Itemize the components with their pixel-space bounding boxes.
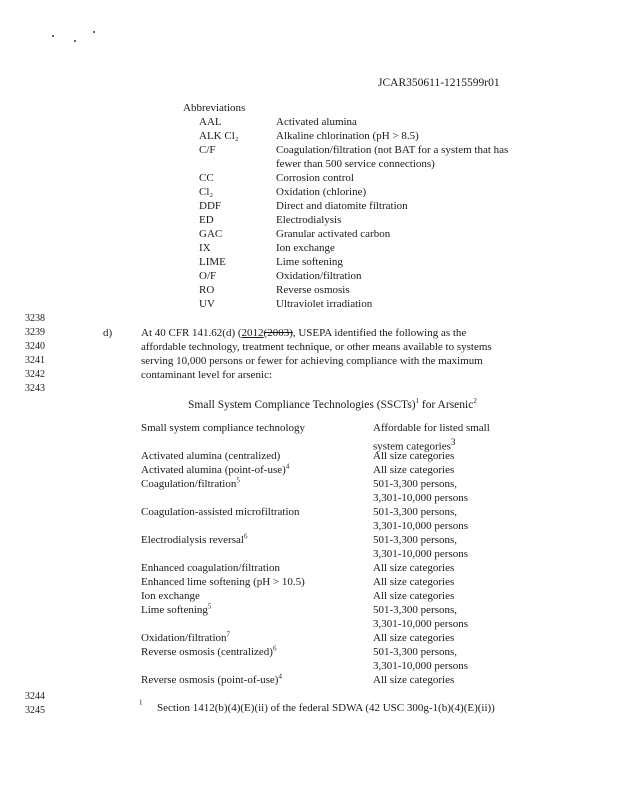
table-row: [0, 463, 619, 477]
line-number: 3239: [25, 327, 45, 338]
table-row: [0, 533, 619, 547]
paragraph-line-4: contaminant level for arsenic:: [141, 369, 273, 381]
paragraph-line-1-end: , USEPA identified the following as the: [292, 327, 467, 339]
abbreviation-row: [0, 213, 619, 227]
technology-cell: [141, 575, 305, 589]
technology-cell: [141, 631, 230, 645]
abbreviation-code: DDF: [199, 200, 222, 212]
technology-name: Activated alumina (point-of-use): [141, 464, 286, 476]
technology-cell: [141, 477, 240, 491]
table-title-end: for Arsenic: [419, 399, 474, 411]
table-row: [0, 589, 619, 603]
affordable-cell: 501-3,300 persons,: [373, 478, 458, 490]
table-row: [0, 561, 619, 575]
table-title-text: Small System Compliance Technologies (SSCTs): [188, 399, 416, 411]
abbreviation-code: ED: [199, 214, 214, 226]
technology-name: Reverse osmosis (centralized): [141, 646, 273, 658]
table-row: [0, 645, 619, 659]
column-header-affordable-text: system categories: [373, 440, 451, 453]
table-title-footnote-ref-2: 2: [473, 397, 477, 406]
abbreviation-row: [0, 171, 619, 185]
table-title-footnote-ref: 1: [415, 397, 420, 406]
abbreviation-row: [0, 255, 619, 269]
table-row: [0, 659, 619, 673]
affordable-cell: 501-3,300 persons,: [373, 604, 458, 616]
technology-name: Coagulation/filtration: [141, 478, 237, 490]
technology-footnote-ref: 6: [243, 532, 248, 541]
line-number: 3243: [25, 383, 45, 394]
line-number: 3242: [25, 369, 45, 380]
table-row: [0, 519, 619, 533]
technology-name: Lime softening: [141, 604, 208, 616]
abbreviation-definition: Direct and diatomite filtration: [276, 200, 408, 212]
table-title: [188, 398, 477, 412]
abbreviation-row: [0, 241, 619, 255]
affordable-cell: 501-3,300 persons,: [373, 506, 458, 518]
abbreviation-row: [0, 297, 619, 311]
abbreviation-definition: Coagulation/filtration (not BAT for a system that has: [276, 144, 509, 156]
affordable-cell: All size categories: [373, 674, 455, 686]
line-number: 3244: [25, 691, 45, 702]
affordable-cell: 3,301-10,000 persons: [373, 618, 469, 630]
table-row: [0, 449, 619, 463]
line-number: 3240: [25, 341, 45, 352]
scan-speck: [74, 40, 76, 42]
technology-name: Electrodialysis reversal: [141, 534, 244, 546]
abbreviation-code: IX: [199, 242, 211, 254]
abbreviation-definition: Oxidation (chlorine): [276, 186, 367, 198]
table-row: [0, 547, 619, 561]
technology-cell: [141, 673, 282, 687]
footnote-marker: [139, 699, 143, 713]
abbreviation-code: C/F: [199, 144, 216, 156]
abbreviation-row: [0, 227, 619, 241]
abbreviation-definition: Electrodialysis: [276, 214, 342, 226]
paragraph-line-2: affordable technology, treatment technique, or other means available to systems: [141, 341, 492, 353]
line-number: 3241: [25, 355, 45, 366]
technology-cell: [141, 645, 276, 659]
abbreviation-row: [0, 269, 619, 283]
table-row: [0, 617, 619, 631]
abbreviation-row: [0, 143, 619, 157]
line-number: 3238: [25, 313, 45, 324]
technology-cell: [141, 505, 300, 519]
abbreviation-code: GAC: [199, 228, 223, 240]
affordable-cell: All size categories: [373, 576, 455, 588]
paragraph-label: d): [103, 327, 113, 339]
technology-footnote-ref: 5: [236, 476, 240, 485]
struck-year: (2003): [263, 327, 293, 339]
column-header-footnote-ref: 3: [450, 437, 456, 447]
abbreviation-code: CC: [199, 172, 214, 184]
abbreviation-definition: Granular activated carbon: [276, 228, 391, 240]
technology-name: Ion exchange: [141, 590, 200, 602]
scan-speck: [93, 31, 95, 33]
table-row: [0, 575, 619, 589]
amended-year: 2012: [241, 327, 264, 339]
abbreviation-definition: Ion exchange: [276, 242, 335, 254]
abbreviation-code: UV: [199, 298, 215, 310]
abbreviation-code: RO: [199, 284, 215, 296]
table-row: [0, 491, 619, 505]
abbreviation-code: AAL: [199, 116, 222, 128]
technology-footnote-ref: 5: [207, 602, 212, 611]
abbreviation-code: ALK Cl₂: [199, 130, 239, 142]
abbreviations-title: Abbreviations: [183, 102, 246, 114]
table-row: [0, 505, 619, 519]
technology-footnote-ref: 4: [285, 462, 290, 471]
abbreviation-definition: Activated alumina: [276, 116, 357, 128]
line-number: 3245: [25, 705, 45, 716]
affordable-cell: 501-3,300 persons,: [373, 534, 458, 546]
affordable-cell: 3,301-10,000 persons: [373, 492, 469, 504]
affordable-cell: 3,301-10,000 persons: [373, 548, 469, 560]
technology-name: Enhanced lime softening (pH > 10.5): [141, 576, 305, 588]
affordable-cell: 501-3,300 persons,: [373, 646, 458, 658]
abbreviation-code: LIME: [199, 256, 226, 268]
technology-name: Oxidation/filtration: [141, 632, 227, 644]
abbreviation-row: [0, 185, 619, 199]
technology-footnote-ref: 6: [272, 644, 277, 653]
technology-cell: [141, 463, 289, 477]
paragraph-line-3: serving 10,000 persons or fewer for achieving compliance with the maximum: [141, 355, 483, 367]
table-row: [0, 603, 619, 617]
footnote-text: Section 1412(b)(4)(E)(ii) of the federal SDWA (42 USC 300g-1(b)(4)(E)(ii)): [157, 702, 495, 714]
abbreviation-definition: Ultraviolet irradiation: [276, 298, 373, 310]
technology-name: Reverse osmosis (point-of-use): [141, 674, 279, 686]
table-row: [0, 673, 619, 687]
affordable-cell: 3,301-10,000 persons: [373, 520, 469, 532]
technology-cell: [141, 603, 211, 617]
footnote-marker-number: 1: [139, 698, 143, 707]
affordable-cell: All size categories: [373, 450, 455, 462]
technology-name: Enhanced coagulation/filtration: [141, 562, 280, 574]
abbreviation-definition: Alkaline chlorination (pH > 8.5): [276, 130, 419, 142]
table-row: [0, 477, 619, 491]
technology-name: Coagulation-assisted microfiltration: [141, 506, 300, 518]
technology-cell: [141, 449, 280, 463]
abbreviation-row: [0, 199, 619, 213]
technology-cell: [141, 589, 200, 603]
abbreviation-row: [0, 157, 619, 171]
document-code: JCAR350611-1215599r01: [378, 77, 500, 89]
technology-footnote-ref: 7: [226, 630, 231, 639]
abbreviation-definition: Lime softening: [276, 256, 343, 268]
abbreviation-row: [0, 115, 619, 129]
technology-name: Activated alumina (centralized): [141, 450, 281, 462]
abbreviation-code: O/F: [199, 270, 217, 282]
technology-cell: [141, 533, 247, 547]
affordable-cell: All size categories: [373, 590, 455, 602]
paragraph-line-1: [141, 326, 466, 340]
table-row: [0, 631, 619, 645]
scan-speck: [52, 35, 54, 37]
abbreviation-definition: Oxidation/filtration: [276, 270, 362, 282]
affordable-cell: All size categories: [373, 562, 455, 574]
affordable-cell: 3,301-10,000 persons: [373, 660, 469, 672]
column-header-technology: Small system compliance technology: [141, 422, 306, 434]
abbreviation-definition: Corrosion control: [276, 172, 354, 184]
abbreviation-definition: fewer than 500 service connections): [276, 158, 435, 170]
affordable-cell: All size categories: [373, 632, 455, 644]
affordable-cell: All size categories: [373, 464, 455, 476]
column-header-affordable: Affordable for listed small: [373, 422, 490, 434]
abbreviation-row: [0, 129, 619, 143]
technology-footnote-ref: 4: [278, 672, 282, 681]
abbreviation-code: Cl₂: [199, 186, 214, 198]
technology-cell: [141, 561, 280, 575]
abbreviation-definition: Reverse osmosis: [276, 284, 350, 296]
paragraph-line-1-start: At 40 CFR 141.62(d) (: [141, 327, 242, 339]
abbreviation-row: [0, 283, 619, 297]
